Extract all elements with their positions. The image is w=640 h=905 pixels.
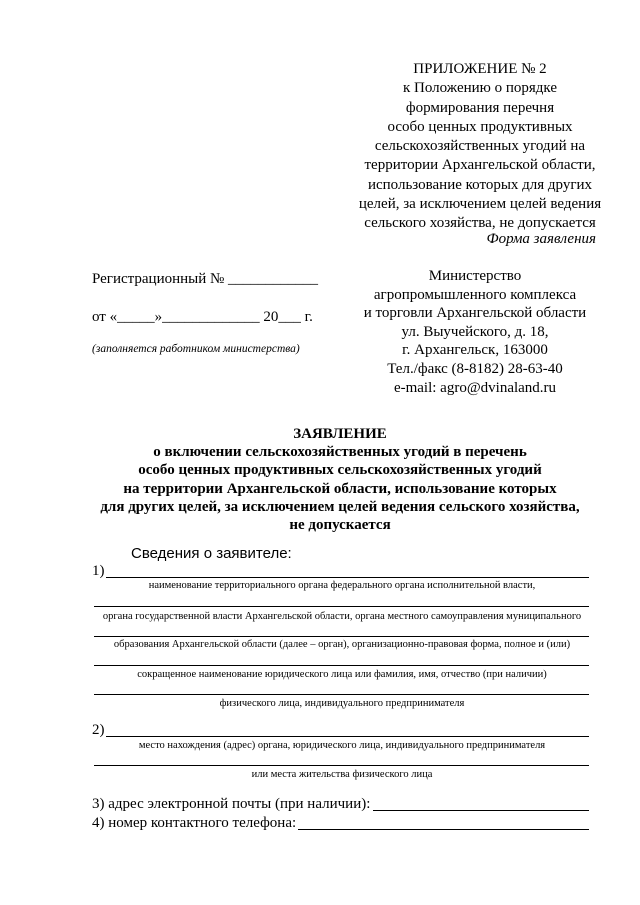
registration-number-field[interactable]: Регистрационный № ____________ bbox=[92, 271, 319, 287]
title-line: о включении сельскохозяйственных угодий в перечень bbox=[153, 444, 527, 461]
field2-input-line[interactable] bbox=[94, 765, 589, 766]
addressee-address: ул. Выучейского, д. 18, bbox=[401, 323, 549, 340]
title-heading: ЗАЯВЛЕНИЕ bbox=[293, 426, 387, 442]
appendix-line: особо ценных продуктивных bbox=[387, 118, 573, 135]
registration-hint: (заполняется работником министерства) bbox=[92, 343, 300, 355]
applicant-section-heading: Сведения о заявителе: bbox=[131, 545, 292, 562]
appendix-line: использование которых для других bbox=[367, 176, 593, 193]
registration-date-field[interactable]: от «_____»_____________ 20___ г. bbox=[92, 309, 313, 325]
field1-input-line[interactable] bbox=[94, 636, 589, 637]
appendix-line: формирования перечня bbox=[405, 99, 555, 116]
field2-caption: место нахождения (адрес) органа, юридического лица, индивидуального предпринимателя bbox=[138, 740, 546, 751]
field1-input-line[interactable] bbox=[94, 665, 589, 666]
appendix-line: сельского хозяйства, не допускается bbox=[364, 215, 596, 232]
addressee-line: и торговли Архангельской области bbox=[363, 305, 587, 322]
field1-input-line[interactable] bbox=[94, 606, 589, 607]
field1-number: 1) bbox=[92, 563, 105, 579]
field1-caption: сокращенное наименование юридического лица или фамилия, имя, отчество (при наличии) bbox=[137, 669, 547, 680]
addressee-line: Министерство bbox=[428, 268, 522, 284]
appendix-line: к Положению о порядке bbox=[403, 80, 557, 97]
addressee-line: агропромышленного комплекса bbox=[373, 286, 577, 303]
field1-caption: наименование территориального органа федерального органа исполнительной власти, bbox=[148, 580, 536, 591]
form-label: Форма заявления bbox=[486, 231, 596, 247]
field2-number: 2) bbox=[92, 722, 105, 738]
email-input-line[interactable] bbox=[373, 810, 589, 811]
addressee-block bbox=[350, 267, 600, 397]
field1-input-line[interactable] bbox=[94, 694, 589, 695]
field1-caption: органа государственной власти Архангельской области, органа местного самоуправления муниципального bbox=[102, 611, 582, 622]
title-line: не допускается bbox=[289, 517, 391, 534]
appendix-line: целей, за исключением целей ведения bbox=[358, 196, 602, 213]
title-line: для других целей, за исключением целей ведения сельского хозяйства, bbox=[100, 498, 580, 515]
addressee-email: e-mail: agro@dvinaland.ru bbox=[393, 379, 557, 396]
appendix-line: сельскохозяйственных угодий на bbox=[374, 138, 586, 155]
title-line: особо ценных продуктивных сельскохозяйственных угодий bbox=[138, 462, 542, 479]
title-line: на территории Архангельской области, использование которых bbox=[123, 480, 557, 497]
appendix-header bbox=[330, 60, 630, 234]
field3-label: 3) адрес электронной почты (при наличии): bbox=[92, 796, 371, 812]
phone-input-line[interactable] bbox=[298, 829, 589, 830]
field4-label: 4) номер контактного телефона: bbox=[92, 815, 297, 831]
field2-input-line[interactable] bbox=[106, 736, 589, 737]
addressee-city: г. Архангельск, 163000 bbox=[402, 342, 548, 359]
appendix-title: ПРИЛОЖЕНИЕ № 2 bbox=[413, 61, 547, 77]
appendix-line: территории Архангельской области, bbox=[364, 157, 596, 174]
field1-caption: образования Архангельской области (далее – орган), организационно-правовая форма, полное и (или) bbox=[113, 639, 571, 650]
document-title bbox=[40, 425, 640, 534]
field1-caption: физического лица, индивидуального предпринимателя bbox=[219, 698, 465, 709]
field1-input-line[interactable] bbox=[106, 577, 589, 578]
field2-caption: или места жительства физического лица bbox=[251, 769, 433, 780]
addressee-phone: Тел./факс (8-8182) 28-63-40 bbox=[387, 360, 563, 377]
